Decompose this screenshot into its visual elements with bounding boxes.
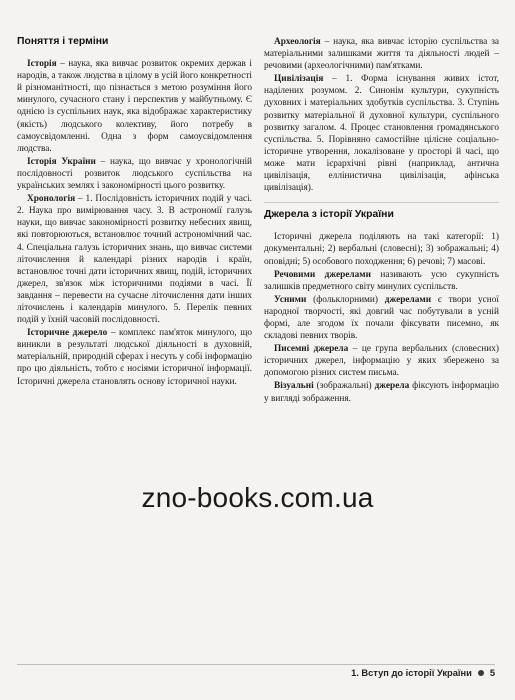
- term-label: джерела: [374, 381, 410, 392]
- definition-visual-sources: [264, 380, 499, 404]
- term-label: Історія України: [27, 156, 96, 167]
- left-column: [17, 30, 252, 389]
- definition-text: називають усю сукупність залишків предметного світу минулих суспільств.: [264, 269, 499, 292]
- section-divider: [264, 202, 499, 203]
- page-footer: [351, 668, 495, 678]
- definition-text: – 1. Форма існування живих істот, наділених розумом. 2. Синонім культури, сукупність духовних і матеріальних здобутків суспільства. 3. Ступінь розвитку матеріальної й духовної культури, суспільного розвитку загалом. 4. Процес становлення громадянського суспільства. 5. Порівняно самостійне цілісне соціально-історичне утворення, локалізоване у просторі й часі, що може мати ієрархічні рівні (наприклад, антична цивілізація, еллінистична цивілізація, афінська цивілізація).: [264, 74, 499, 194]
- term-label: Речовими джерелами: [274, 269, 371, 280]
- right-column: [264, 30, 499, 406]
- term-label: Візуальні: [274, 381, 314, 392]
- section-heading-terms: Поняття і терміни: [17, 36, 109, 47]
- footer-divider: [17, 664, 495, 665]
- watermark-text: zno-books.com.ua: [141, 482, 374, 513]
- term-label: джерелами: [384, 294, 432, 305]
- definition-archaeology: [264, 36, 499, 72]
- term-label: Археологія: [274, 37, 321, 47]
- definition-text: – наука, що вивчає у хронологічній послідовності розвиток людського суспільства на українських землях і закономірності цього розвитку.: [17, 156, 253, 192]
- definition-history-of-ukraine: [17, 156, 252, 192]
- definition-text: – це група вербальних (словесних) історичних джерел, інформацію у яких збережено за допомогою різних систем письма.: [264, 344, 499, 379]
- definition-material-sources: [264, 269, 499, 293]
- definition-text: є твори усної народної творчості, які довгий час побутували в усній формі, але згодом їх почали фіксувати писемно, як складові певних творів.: [264, 294, 499, 342]
- definition-text: – наука, яка вивчає історію суспільства за матеріальними залишками життя та діяльності людей – речовими (археологічними) пам'ятками.: [264, 37, 499, 72]
- definition-historical-source: [17, 327, 252, 387]
- definition-chronology: [17, 193, 252, 326]
- term-label: Історичне джерело: [27, 328, 108, 339]
- definition-text: – комплекс пам'яток минулого, що виникли в результаті людської діяльності в духовній, матеріальній, природній сферах і несуть у собі інформацію про цю діяльність, тобто є носіями історичної інформації. Історичні джерела становлять основу історичної науки.: [17, 328, 252, 387]
- page-number: 5: [489, 668, 495, 678]
- definition-oral-sources: [264, 294, 499, 342]
- term-label: Писемні джерела: [274, 344, 349, 355]
- term-label: Усними: [274, 294, 307, 305]
- term-label: Історія: [27, 59, 57, 70]
- definition-text: – 1. Послідовність історичних подій у часі. 2. Наука про вимірювання часу. 3. В астрономії галузь науки, що вивчає закономірності розвитку небесних явищ, які повторюються, встановлює точний астрономічний час. 4. Спеціальна галузь історичних знань, що вивчає системи літочислення й календарі різних народів і країн, встановлює точні дати історичних явищ, подій, історичних джерел, зв'язок між історичними подіями в часі. Її завдання – перевести на сучасне літочислення дати інших літочислень і календарів минулого. 5. Перелік певних подій у їхній часовій послідовності.: [17, 194, 252, 326]
- definition-written-sources: [264, 343, 499, 379]
- chapter-title: 1. Вступ до історії України: [351, 668, 472, 678]
- section-heading-sources: Джерела з історії України: [264, 209, 394, 221]
- bullet-icon: [478, 670, 484, 676]
- term-label: Цивілізація: [274, 74, 324, 85]
- definition-text: – наука, яка вивчає розвиток окремих держав і народів, а також людства в цілому в усій його конкретності й різноманітності, що пізнається з метою розуміння його минулого, сучасного стану і перспектив у майбутньому. Є однією із суспільних наук, яка відображає характеристику (якість) людського колективу, його потребу в самоусвідомленні. Одна з форм самоусвідомлення людства.: [17, 59, 252, 154]
- term-label: Хронологія: [27, 194, 76, 205]
- term-qualifier: (фольклорними): [306, 294, 385, 305]
- definition-history: [17, 58, 252, 155]
- definition-text: фіксують інформацію у вигляді зображення.: [264, 381, 499, 404]
- sources-intro: Історичні джерела поділяють на такі категорії: 1) документальні; 2) вербальні (словесні); 3) зображальні; 4) оповідні; 5) особового походження; 6) речові; 7) масові.: [264, 232, 499, 267]
- definition-civilization: [264, 73, 499, 194]
- term-qualifier: (зображальні): [313, 381, 375, 392]
